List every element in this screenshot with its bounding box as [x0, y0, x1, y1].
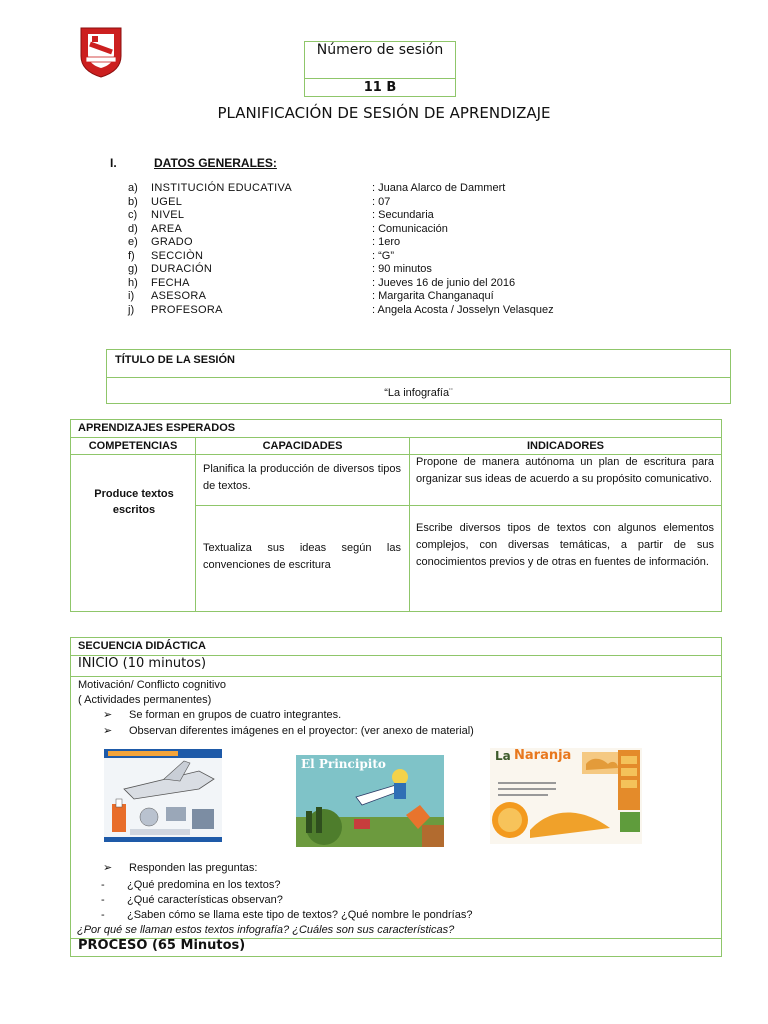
datos-item: i) ASESORA : Margarita Changanaquí — [128, 290, 494, 302]
space-shuttle-infographic-image — [104, 749, 222, 842]
secuencia-table: SECUENCIA DIDÁCTICA INICIO (10 minutos) Motivación/ Conflicto cognitivo ( Actividades permanentes) ➢ Se forman en grupos de cuatro integrantes. ➢ Observan diferentes imágenes en el proyector: (ver anexo de material) El Principito La Naranja ➢ Responden las preguntas: - ¿Qué predomina en los textos? - ¿Qué características observan? - ¿Saben cómo se llama este tipo de textos? ¿Qué nombre le pondrías? ¿Por qué se llaman estos textos infografía? ¿Cuáles son sus características? PROCESO (65 Minutos) — [70, 637, 722, 957]
session-title-label: TÍTULO DE LA SESIÓN — [115, 354, 235, 366]
datos-item: e) GRADO : 1ero — [128, 236, 401, 248]
secuencia-heading: SECUENCIA DIDÁCTICA — [78, 640, 206, 652]
aprendizajes-heading: APRENDIZAJES ESPERADOS — [78, 422, 236, 434]
section-heading-datos — [110, 156, 277, 170]
italic-question: ¿Por qué se llaman estos textos infografía? ¿Cuáles son sus características? — [77, 924, 455, 936]
session-label: Número de sesión — [304, 41, 456, 79]
naranja-caption-naranja: Naranja — [514, 748, 572, 763]
datos-item: f) SECCIÒN : “G” — [128, 249, 394, 262]
page-title: PLANIFICACIÓN DE SESIÓN DE APRENDIZAJE — [217, 104, 551, 122]
capacidad-cell: Planifica la producción de diversos tipos de textos. — [203, 463, 401, 492]
session-number: 11 B — [304, 78, 456, 97]
capacidad-cell: Textualiza sus ideas según las convenciones de escritura — [203, 542, 401, 571]
datos-item: c) NIVEL : Secundaria — [128, 209, 434, 221]
col-indicadores: INDICADORES — [526, 440, 604, 452]
competencia-cell: Produce textos escritos — [94, 488, 174, 516]
indicador-cell: Escribe diversos tipos de textos con algunos elementos complejos, con diversas temáticas, a partir de sus conocimientos previos y de otras en fuentes de información. — [416, 522, 714, 568]
inicio-heading: INICIO (10 minutos) — [78, 656, 207, 671]
session-title-value: “La infografía¨ — [384, 387, 453, 399]
datos-item: j) PROFESORA : Angela Acosta / Josselyn Velasquez — [128, 303, 554, 316]
actividades-text: ( Actividades permanentes) — [78, 694, 212, 706]
motivacion-text: Motivación/ Conflicto cognitivo — [78, 679, 226, 691]
datos-item: h) FECHA : Jueves 16 de junio del 2016 — [128, 276, 516, 289]
datos-item: g) DURACIÓN : 90 minutos — [128, 263, 432, 275]
session-title-table — [106, 349, 731, 404]
section-title: DATOS GENERALES: — [154, 156, 277, 170]
arrow-bullet-icon: ➢ — [103, 709, 113, 721]
school-crest-icon — [78, 26, 124, 78]
indicador-cell: Propone de manera autónoma un plan de escritura para organizar sus ideas de acuerdo a su propósito comunicativo. — [416, 456, 714, 485]
col-competencias: COMPETENCIAS — [88, 440, 178, 452]
proceso-heading: PROCESO (65 Minutos) — [78, 938, 246, 953]
datos-item: d) AREA : Comunicación — [128, 222, 448, 235]
arrow-bullet-icon: ➢ — [103, 725, 113, 737]
col-capacidades: CAPACIDADES — [262, 440, 343, 452]
aprendizajes-table — [70, 419, 722, 612]
section-number: I. — [110, 156, 117, 170]
principito-caption: El Principito — [301, 757, 386, 771]
naranja-caption-la: La — [495, 749, 511, 763]
datos-item: a) INSTITUCIÓN EDUCATIVA : Juana Alarco de Dammert — [128, 182, 506, 194]
datos-item: b) UGEL : 07 — [128, 195, 391, 208]
arrow-bullet-icon: ➢ — [103, 862, 113, 874]
